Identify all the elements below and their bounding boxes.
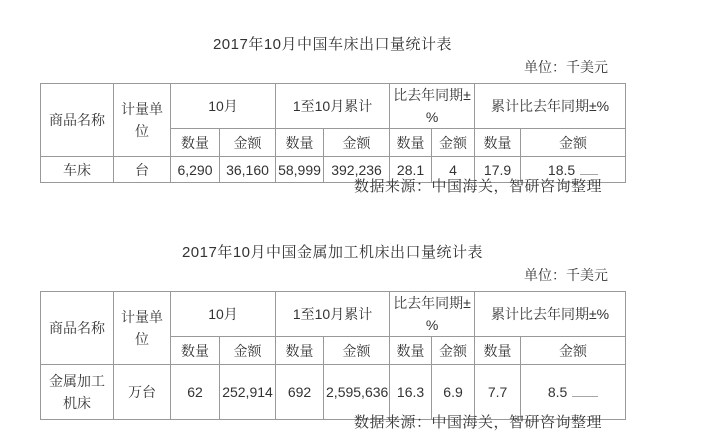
cell-value: 692 — [276, 365, 324, 420]
subheader-amount: 金额 — [521, 129, 626, 157]
table2-unit-label: 单位：千美元 — [524, 267, 608, 283]
cell-value: 392,236 — [324, 157, 390, 183]
cell-value: 252,914 — [220, 365, 276, 420]
group-header-cumulative: 1至10月累计 — [276, 84, 390, 129]
cell-value: 17.9 — [475, 157, 521, 183]
group-header-october: 10月 — [171, 292, 276, 337]
cell-product: 金属加工机床 — [41, 365, 114, 420]
group-header-october: 10月 — [171, 84, 276, 129]
subheader-qty: 数量 — [390, 129, 432, 157]
cell-unit: 台 — [114, 157, 171, 183]
group-header-yoy: 比去年同期±% — [390, 292, 475, 337]
cell-value: 7.7 — [475, 365, 521, 420]
table2-source-label: 数据来源：中国海关，智研咨询整理 — [353, 414, 602, 431]
subheader-qty: 数量 — [171, 129, 220, 157]
subheader-amount: 金额 — [324, 337, 390, 365]
cell-value: 58,999 — [276, 157, 324, 183]
cell-value: 4 — [432, 157, 475, 183]
subheader-amount: 金额 — [521, 337, 626, 365]
table1-unit-label: 单位：千美元 — [524, 59, 608, 75]
col-header-product: 商品名称 — [41, 292, 114, 365]
subheader-qty: 数量 — [276, 129, 324, 157]
cell-unit: 万台 — [114, 365, 171, 420]
group-header-cumulative-yoy: 累计比去年同期±% — [475, 84, 626, 129]
group-header-yoy: 比去年同期±% — [390, 84, 475, 129]
subheader-amount: 金额 — [220, 337, 276, 365]
cell-value: 16.3 — [390, 365, 432, 420]
table1-title: 2017年10月中国车床出口量统计表 — [212, 36, 453, 53]
subheader-amount: 金额 — [324, 129, 390, 157]
underscore-artifact — [580, 161, 598, 175]
cell-value-text: 8.5 — [547, 384, 568, 400]
subheader-qty: 数量 — [390, 337, 432, 365]
subheader-qty: 数量 — [475, 337, 521, 365]
subheader-amount: 金额 — [432, 129, 475, 157]
table1-source-label: 数据来源：中国海关，智研咨询整理 — [353, 178, 602, 195]
cell-value: 6,290 — [171, 157, 220, 183]
subheader-qty: 数量 — [171, 337, 220, 365]
cell-value: 62 — [171, 365, 220, 420]
cell-value: 6.9 — [432, 365, 475, 420]
underscore-artifact — [572, 383, 598, 397]
cell-product: 车床 — [41, 157, 114, 183]
cell-value: 28.1 — [390, 157, 432, 183]
cell-value: 2,595,636 — [324, 365, 390, 420]
col-header-unit: 计量单位 — [114, 292, 171, 365]
group-header-cumulative: 1至10月累计 — [276, 292, 390, 337]
subheader-qty: 数量 — [475, 129, 521, 157]
table2-title: 2017年10月中国金属加工机床出口量统计表 — [181, 244, 484, 261]
table-row — [41, 292, 626, 337]
table-row — [41, 84, 626, 129]
subheader-qty: 数量 — [276, 337, 324, 365]
table1-stats-table — [40, 83, 626, 183]
subheader-amount: 金额 — [220, 129, 276, 157]
table2-stats-table — [40, 291, 626, 420]
subheader-amount: 金额 — [432, 337, 475, 365]
cell-value-text: 18.5 — [547, 161, 576, 178]
col-header-product: 商品名称 — [41, 84, 114, 157]
group-header-cumulative-yoy: 累计比去年同期±% — [475, 292, 626, 337]
col-header-unit: 计量单位 — [114, 84, 171, 157]
cell-value: 36,160 — [220, 157, 276, 183]
